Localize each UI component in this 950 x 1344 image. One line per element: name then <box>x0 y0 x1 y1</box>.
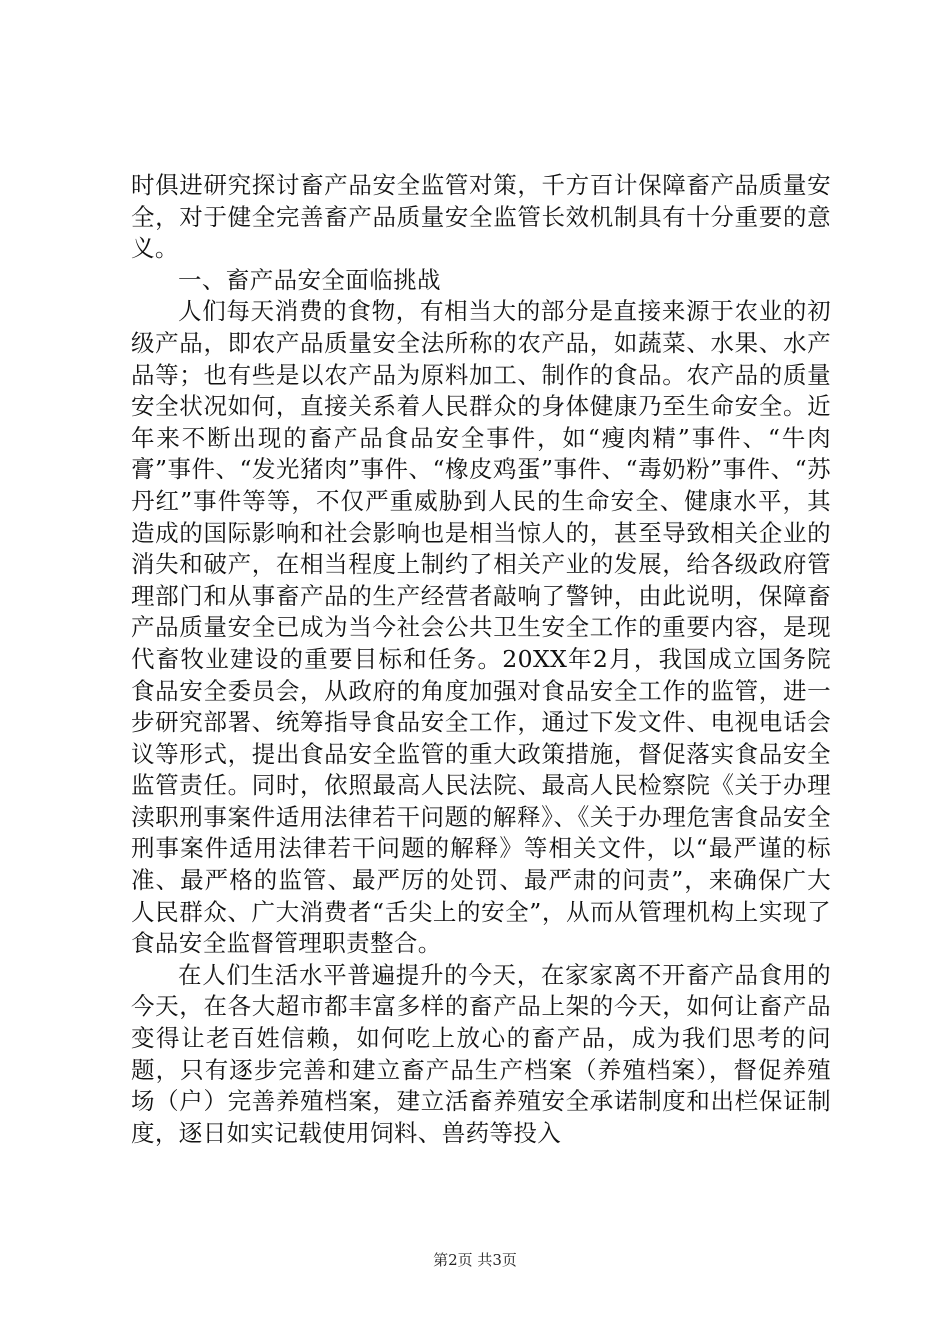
section-heading: 一、畜产品安全面临挑战 <box>178 265 441 294</box>
paragraph-living-standards: 在人们生活水平普遍提升的今天，在家家离不开畜产品食用的今天，在各大超市都丰富多样的畜产品上架的今天，如何让畜产品变得让老百姓信赖，如何吃上放心的畜产品，成为我们思考的问题，只有逐步完善和建立畜产品生产档案（养殖档案），督促养殖场（户）完善养殖档案，建立活畜养殖安全承诺制度和出栏保证制度，逐日如实记载使用饲料、兽药等投入 <box>131 960 831 1147</box>
document-body <box>131 170 831 1149</box>
page-number-footer: 第2页 共3页 <box>433 1251 517 1269</box>
paragraph-challenges: 人们每天消费的食物，有相当大的部分是直接来源于农业的初级产品，即农产品质量安全法所称的农产品，如蔬菜、水果、水产品等；也有些是以农产品为原料加工、制作的食品。农产品的质量安全状况如何，直接关系着人民群众的身体健康乃至生命安全。近年来不断出现的畜产品食品安全事件，如“瘦肉精”事件、“牛肉膏”事件、“发光猪肉”事件、“橡皮鸡蛋”事件、“毒奶粉”事件、“苏丹红”事件等等，不仅严重威胁到人民的生命安全、健康水平，其造成的国际影响和社会影响也是相当惊人的，甚至导致相关企业的消失和破产，在相当程度上制约了相关产业的发展，给各级政府管理部门和从事畜产品的生产经营者敲响了警钟，由此说明，保障畜产品质量安全已成为当今社会公共卫生安全工作的重要内容，是现代畜牧业建设的重要目标和任务。20XX年2月，我国成立国务院食品安全委员会，从政府的角度加强对食品安全工作的监管，进一步研究部署、统筹指导食品安全工作，通过下发文件、电视电话会议等形式，提出食品安全监管的重大政策措施，督促落实食品安全监管责任。同时，依照最高人民法院、最高人民检察院《关于办理渎职刑事案件适用法律若干问题的解释》、《关于办理危害食品安全刑事案件适用法律若干问题的解释》等相关文件，以“最严谨的标准、最严格的监管、最严厉的处罚、最严肃的问责”，来确保广大人民群众、广大消费者“舌尖上的安全”，从而从管理机构上实现了食品安全监督管理职责整合。 <box>131 297 831 958</box>
paragraph-continuation: 时俱进研究探讨畜产品安全监管对策，千方百计保障畜产品质量安全，对于健全完善畜产品质量安全监管长效机制具有十分重要的意义。 <box>131 171 831 263</box>
